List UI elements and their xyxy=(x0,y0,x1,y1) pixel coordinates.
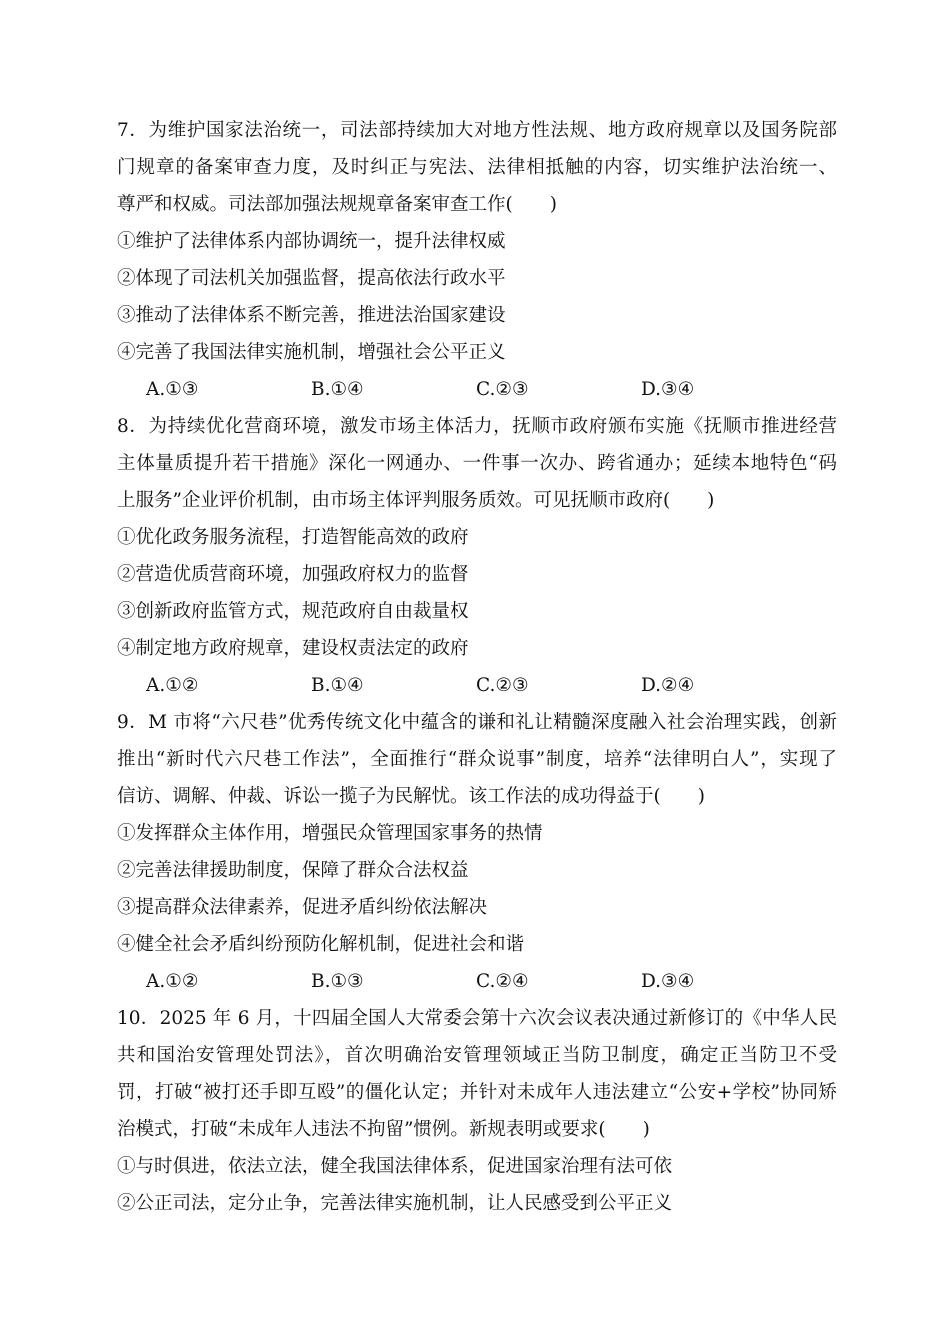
option-statement: ①发挥群众主体作用，增强民众管理国家事务的热情 xyxy=(117,823,543,844)
question-stem-line: 10．2025 年 6 月，十四届全国人大常委会第十六次会议表决通过新修订的《中华人民 xyxy=(117,1008,837,1029)
answer-choices xyxy=(117,371,837,408)
question-stem-line: 8．为持续优化营商环境，激发市场主体活力，抚顺市政府颁布实施《抚顺市推进经营 xyxy=(117,416,837,437)
choice-c: C.②③ xyxy=(476,379,529,400)
option-statement: ③提高群众法律素养，促进矛盾纠纷依法解决 xyxy=(117,897,488,918)
question-7 xyxy=(117,112,837,408)
choice-a: A.①③ xyxy=(146,379,199,400)
question-stem-line: 上服务”企业评价机制，由市场主体评判服务质效。可见抚顺市政府( ) xyxy=(117,490,715,511)
choice-a: A.①② xyxy=(146,971,199,992)
answer-choices xyxy=(117,963,837,1000)
option-statement: ③推动了法律体系不断完善，推进法治国家建设 xyxy=(117,305,506,326)
option-statement: ①优化政务服务流程，打造智能高效的政府 xyxy=(117,527,469,548)
choice-b: B.①④ xyxy=(311,675,364,696)
option-statement: ①与时俱进，依法立法，健全我国法律体系，促进国家治理有法可依 xyxy=(117,1156,673,1177)
choice-d: D.②④ xyxy=(641,675,695,696)
choice-d: D.③④ xyxy=(641,971,695,992)
option-statement: ②公正司法，定分止争，完善法律实施机制，让人民感受到公平正义 xyxy=(117,1193,673,1214)
question-stem-line: 治模式，打破“未成年人违法不拘留”惯例。新规表明或要求( ) xyxy=(117,1119,650,1140)
answer-choices xyxy=(117,667,837,704)
option-statement: ④完善了我国法律实施机制，增强社会公平正义 xyxy=(117,342,506,363)
question-stem-line: 推出“新时代六尺巷工作法”，全面推行“群众说事”制度，培养“法律明白人”，实现了 xyxy=(117,749,837,770)
option-statement: ③创新政府监管方式，规范政府自由裁量权 xyxy=(117,601,469,622)
question-8 xyxy=(117,408,837,704)
question-stem-line: 共和国治安管理处罚法》，首次明确治安管理领域正当防卫制度，确定正当防卫不受 xyxy=(117,1045,837,1066)
choice-d: D.③④ xyxy=(641,379,695,400)
question-stem-line: 9．M 市将“六尺巷”优秀传统文化中蕴含的谦和礼让精髓深度融入社会治理实践，创新 xyxy=(117,712,837,733)
question-stem-line: 罚，打破“被打还手即互殴”的僵化认定；并针对未成年人违法建立“公安+学校”协同矫 xyxy=(117,1082,837,1103)
option-statement: ②完善法律援助制度，保障了群众合法权益 xyxy=(117,860,469,881)
question-stem-line: 7．为维护国家法治统一，司法部持续加大对地方性法规、地方政府规章以及国务院部 xyxy=(117,120,837,141)
option-statement: ④健全社会矛盾纠纷预防化解机制，促进社会和谐 xyxy=(117,934,525,955)
choice-b: B.①③ xyxy=(311,971,364,992)
choice-a: A.①② xyxy=(146,675,199,696)
question-stem-line: 门规章的备案审查力度，及时纠正与宪法、法律相抵触的内容，切实维护法治统一、 xyxy=(117,157,837,178)
question-stem-line: 尊严和权威。司法部加强法规规章备案审查工作( ) xyxy=(117,194,557,215)
question-stem-line: 主体量质提升若干措施》深化一网通办、一件事一次办、跨省通办；延续本地特色“码 xyxy=(117,453,837,474)
question-10 xyxy=(117,1000,837,1222)
option-statement: ④制定地方政府规章，建设权责法定的政府 xyxy=(117,638,469,659)
option-statement: ②体现了司法机关加强监督，提高依法行政水平 xyxy=(117,268,506,289)
option-statement: ②营造优质营商环境，加强政府权力的监督 xyxy=(117,564,469,585)
option-statement: ①维护了法律体系内部协调统一，提升法律权威 xyxy=(117,231,506,252)
choice-c: C.②③ xyxy=(476,675,529,696)
question-9 xyxy=(117,704,837,1000)
questions-container xyxy=(117,112,837,1222)
choice-b: B.①④ xyxy=(311,379,364,400)
question-stem-line: 信访、调解、仲裁、诉讼一揽子为民解忧。该工作法的成功得益于( ) xyxy=(117,786,705,807)
choice-c: C.②④ xyxy=(476,971,529,992)
